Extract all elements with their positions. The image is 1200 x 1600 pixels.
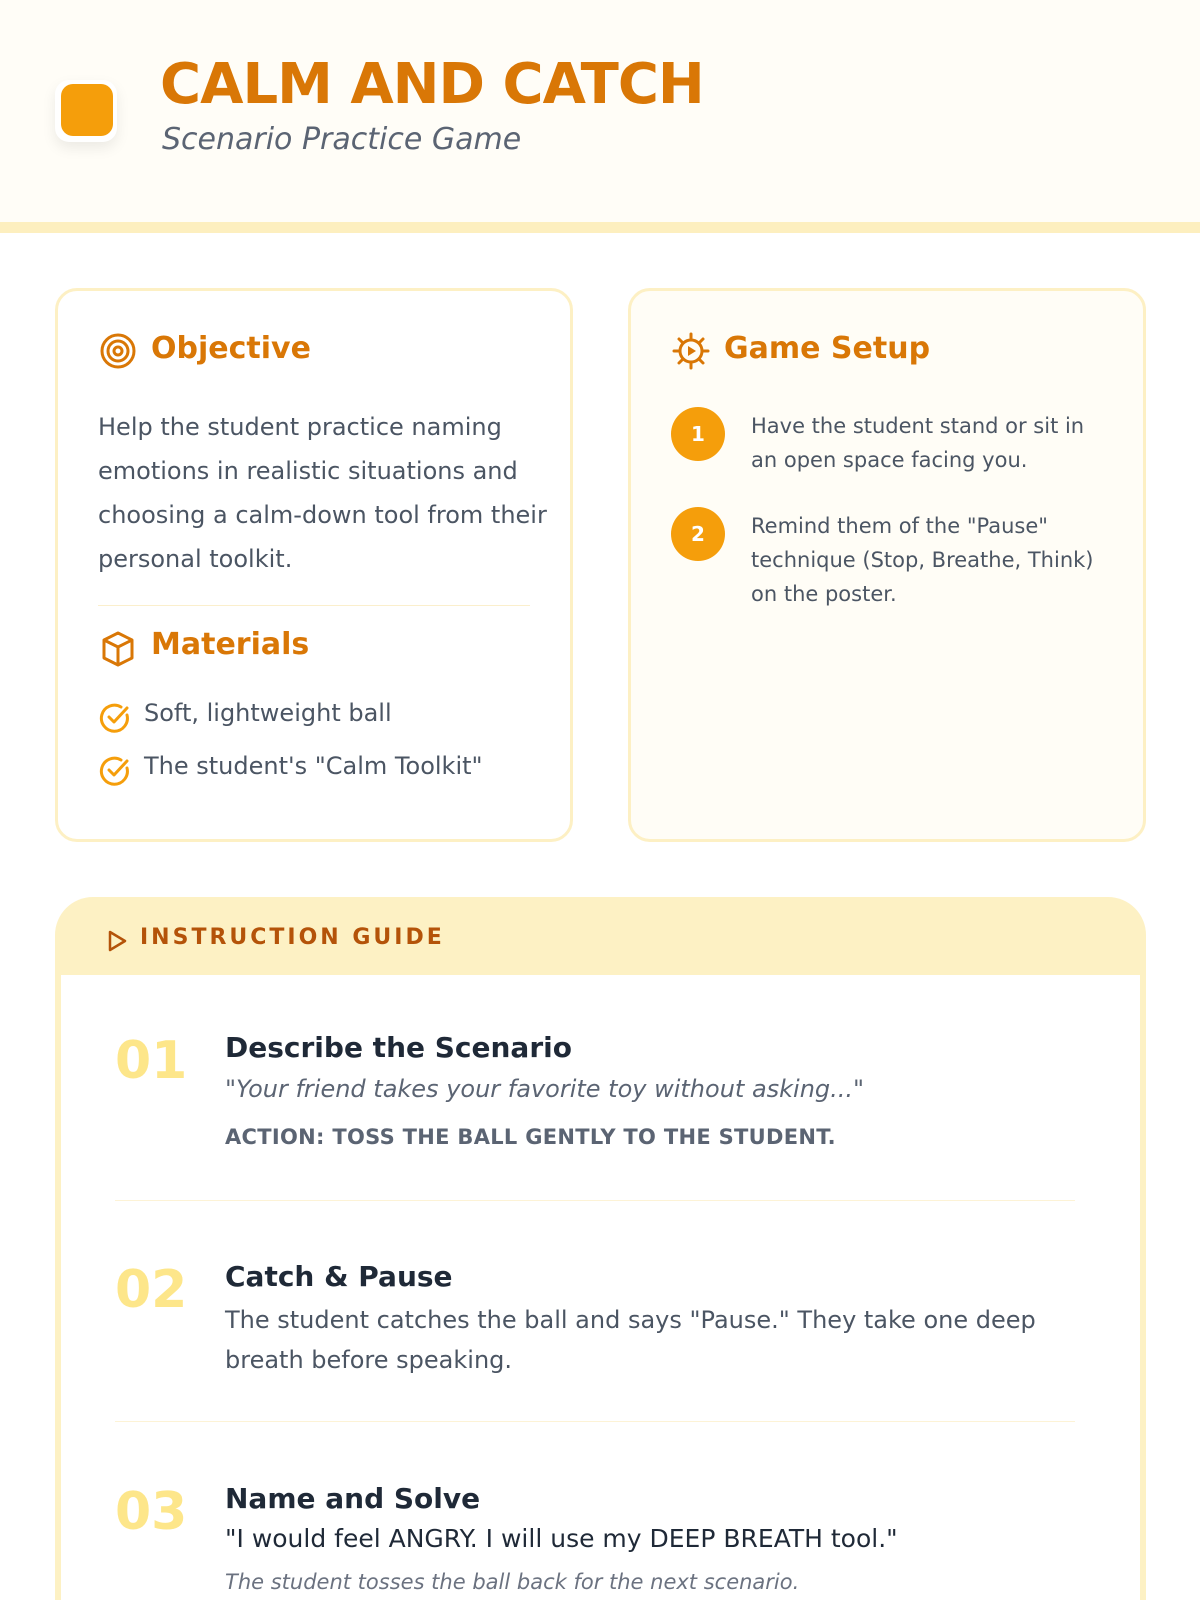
step-title: Name and Solve bbox=[225, 1482, 481, 1515]
objective-title: Objective bbox=[151, 331, 311, 366]
material-item bbox=[98, 699, 538, 733]
target-icon bbox=[98, 331, 138, 371]
step-note: The student tosses the ball back for the next scenario. bbox=[225, 1570, 800, 1594]
page-subtitle: Scenario Practice Game bbox=[162, 122, 522, 157]
step-body: The student catches the ball and says "Pause." They take one deep breath before speaking. bbox=[225, 1306, 1036, 1374]
setup-title: Game Setup bbox=[724, 331, 931, 366]
material-label: Soft, lightweight ball bbox=[144, 699, 392, 727]
objective-card bbox=[55, 288, 573, 842]
step-number: 03 bbox=[115, 1482, 188, 1542]
step-number: 01 bbox=[115, 1031, 188, 1091]
step-action: ACTION: TOSS THE BALL GENTLY TO THE STUDENT. bbox=[225, 1125, 836, 1149]
setup-card bbox=[628, 288, 1146, 842]
check-circle-icon bbox=[98, 754, 132, 788]
guide-title: INSTRUCTION GUIDE bbox=[140, 925, 445, 950]
materials-title: Materials bbox=[151, 627, 310, 662]
step-speech: "I would feel ANGRY. I will use my DEEP BREATH tool." bbox=[225, 1524, 898, 1553]
logo-mark bbox=[61, 84, 113, 136]
step-title: Catch & Pause bbox=[225, 1260, 453, 1293]
guide-body bbox=[61, 975, 1140, 1600]
step-number: 02 bbox=[115, 1260, 188, 1320]
logo bbox=[55, 80, 117, 142]
step-divider bbox=[115, 1200, 1075, 1201]
box-icon bbox=[98, 629, 138, 669]
step-text: Have the student stand or sit in an open space facing you. bbox=[751, 414, 1085, 472]
step-number-badge: 1 bbox=[671, 407, 725, 461]
gear-icon bbox=[671, 331, 711, 371]
instruction-guide bbox=[55, 897, 1146, 1600]
objective-text: Help the student practice naming emotions in realistic situations and choosing a calm-down tool from their personal toolkit. bbox=[98, 413, 547, 573]
step-title: Describe the Scenario bbox=[225, 1031, 572, 1064]
check-circle-icon bbox=[98, 701, 132, 735]
material-item bbox=[98, 752, 538, 786]
page-header bbox=[0, 0, 1200, 222]
section-divider bbox=[98, 605, 530, 606]
step-divider bbox=[115, 1421, 1075, 1422]
step-text: Remind them of the "Pause" technique (Stop, Breathe, Think) on the poster. bbox=[751, 514, 1094, 606]
step-number-badge: 2 bbox=[671, 507, 725, 561]
header-divider bbox=[0, 222, 1200, 233]
step-quote: "Your friend takes your favorite toy without asking..." bbox=[225, 1075, 865, 1103]
instruction-step bbox=[115, 1482, 1075, 1600]
instruction-step bbox=[115, 1260, 1075, 1380]
play-icon bbox=[103, 927, 131, 955]
instruction-step bbox=[115, 1031, 1075, 1171]
page-title: CALM AND CATCH bbox=[160, 52, 704, 117]
material-label: The student's "Calm Toolkit" bbox=[144, 752, 483, 780]
